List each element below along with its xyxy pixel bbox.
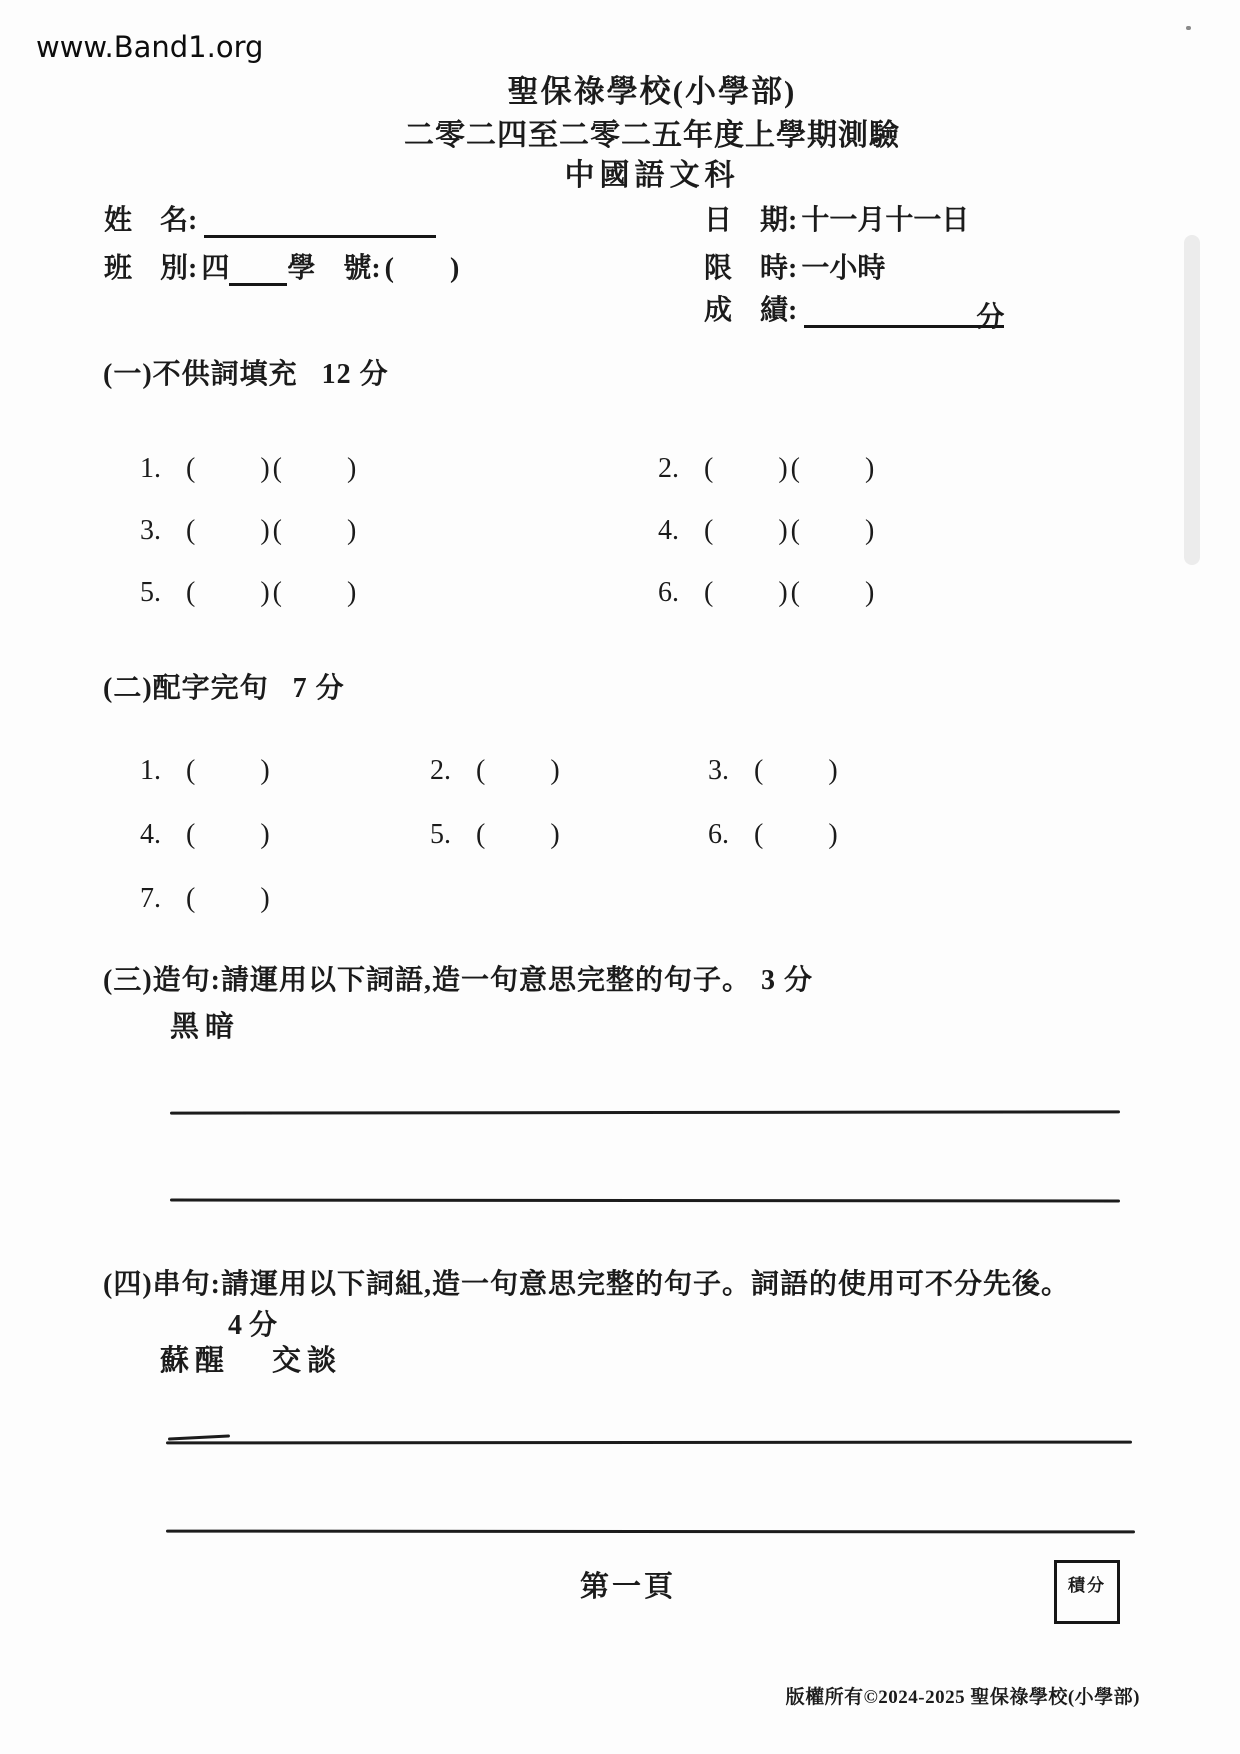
date-field-row	[704, 198, 969, 238]
answer-line	[170, 1199, 1120, 1203]
name-label: 姓 名:	[104, 205, 198, 236]
item-number: 5.	[430, 819, 451, 850]
time-limit-label: 限 時:	[704, 253, 798, 284]
answer-parens: ( )	[754, 819, 841, 850]
match-word-item	[140, 876, 430, 940]
fill-in-item	[140, 446, 658, 508]
answer-parens: ( )	[476, 755, 563, 786]
item-number: 3.	[140, 515, 161, 546]
fill-in-item	[140, 570, 658, 632]
item-number: 4.	[658, 515, 679, 546]
fill-in-item	[140, 508, 658, 570]
answer-parens: ( )( )	[186, 577, 360, 608]
student-number-parens: ( )	[384, 253, 460, 284]
section4-marks: 4 分	[228, 1310, 278, 1341]
item-number: 1.	[140, 755, 161, 786]
class-label: 班 別:	[104, 253, 198, 284]
date-value: 十一月十一日	[801, 205, 970, 236]
watermark-text: www.Band1.org	[36, 30, 264, 64]
answer-parens: ( )( )	[704, 453, 878, 484]
name-blank-line	[204, 205, 436, 238]
match-word-item	[430, 748, 708, 812]
match-word-item	[140, 812, 430, 876]
section4-prompt-words	[160, 1338, 342, 1379]
class-value: 四	[201, 253, 230, 284]
answer-parens: ( )	[476, 819, 563, 850]
time-limit-value: 一小時	[801, 253, 886, 284]
item-number: 1.	[140, 453, 161, 484]
school-name: 聖保祿學校(小學部)	[507, 74, 797, 109]
item-number: 3.	[708, 755, 729, 786]
student-number-label: 學 號:	[287, 253, 381, 284]
time-limit-field-row	[704, 246, 885, 286]
section4-word-1: 蘇醒	[160, 1345, 231, 1377]
section1-items	[140, 446, 877, 632]
score-blank-line	[804, 295, 1005, 333]
answer-parens: ( )	[754, 755, 841, 786]
fill-in-item	[658, 446, 877, 508]
score-box	[1054, 1560, 1120, 1624]
page-number: 第一頁	[580, 1571, 677, 1603]
score-box-label: 積分	[1068, 1576, 1106, 1595]
answer-parens: ( )( )	[186, 453, 360, 484]
match-word-item	[708, 748, 841, 812]
answer-line	[170, 1110, 1120, 1114]
item-number: 7.	[140, 883, 161, 914]
section3-prompt-word: 黑暗	[170, 1011, 241, 1043]
score-unit: 分	[976, 302, 1005, 333]
section2-items	[140, 748, 841, 940]
score-field-row	[704, 288, 1005, 333]
pen-scribble-mark	[168, 1434, 230, 1440]
section2-marks: 7 分	[292, 673, 345, 704]
subject-title: 中國語文科	[564, 159, 740, 192]
fill-in-item	[658, 570, 877, 632]
class-blank-line	[229, 253, 287, 286]
section3-marks: 3 分	[760, 965, 813, 996]
section1-title: (一)不供詞填充	[103, 359, 298, 390]
item-number: 2.	[658, 453, 679, 484]
answer-line	[166, 1530, 1135, 1534]
answer-parens: ( )( )	[704, 515, 878, 546]
section1-heading	[103, 352, 389, 392]
score-label: 成 績:	[704, 295, 798, 326]
class-field-row	[104, 246, 459, 286]
date-label: 日 期:	[704, 205, 798, 236]
match-word-item	[140, 748, 430, 812]
item-number: 4.	[140, 819, 161, 850]
section3-title: (三)造句:請運用以下詞語,造一句意思完整的句子。	[103, 965, 751, 996]
answer-line	[166, 1441, 1132, 1445]
answer-parens: ( )( )	[704, 577, 878, 608]
fill-in-item	[658, 508, 877, 570]
copyright-notice: 版權所有©2024-2025 聖保祿學校(小學部)	[785, 1687, 1140, 1708]
answer-parens: ( )	[186, 819, 273, 850]
item-number: 6.	[658, 577, 679, 608]
section3-heading	[103, 958, 813, 998]
section2-heading	[103, 666, 345, 706]
answer-parens: ( )( )	[186, 515, 360, 546]
match-word-item	[430, 812, 708, 876]
section1-marks: 12 分	[321, 359, 389, 390]
item-number: 5.	[140, 577, 161, 608]
section2-title: (二)配字完句	[103, 673, 269, 704]
section4-heading: (四)串句:請運用以下詞組,造一句意思完整的句子。詞語的使用可不分先後。	[103, 1269, 1070, 1300]
scan-artifact	[1186, 26, 1191, 30]
scan-artifact	[1184, 235, 1200, 565]
section4-word-2: 交談	[272, 1345, 343, 1377]
name-field-row	[104, 198, 436, 238]
match-word-item	[708, 812, 841, 876]
item-number: 6.	[708, 819, 729, 850]
answer-parens: ( )	[186, 883, 273, 914]
item-number: 2.	[430, 755, 451, 786]
exam-term-title: 二零二四至二零二五年度上學期測驗	[404, 119, 900, 152]
answer-parens: ( )	[186, 755, 273, 786]
